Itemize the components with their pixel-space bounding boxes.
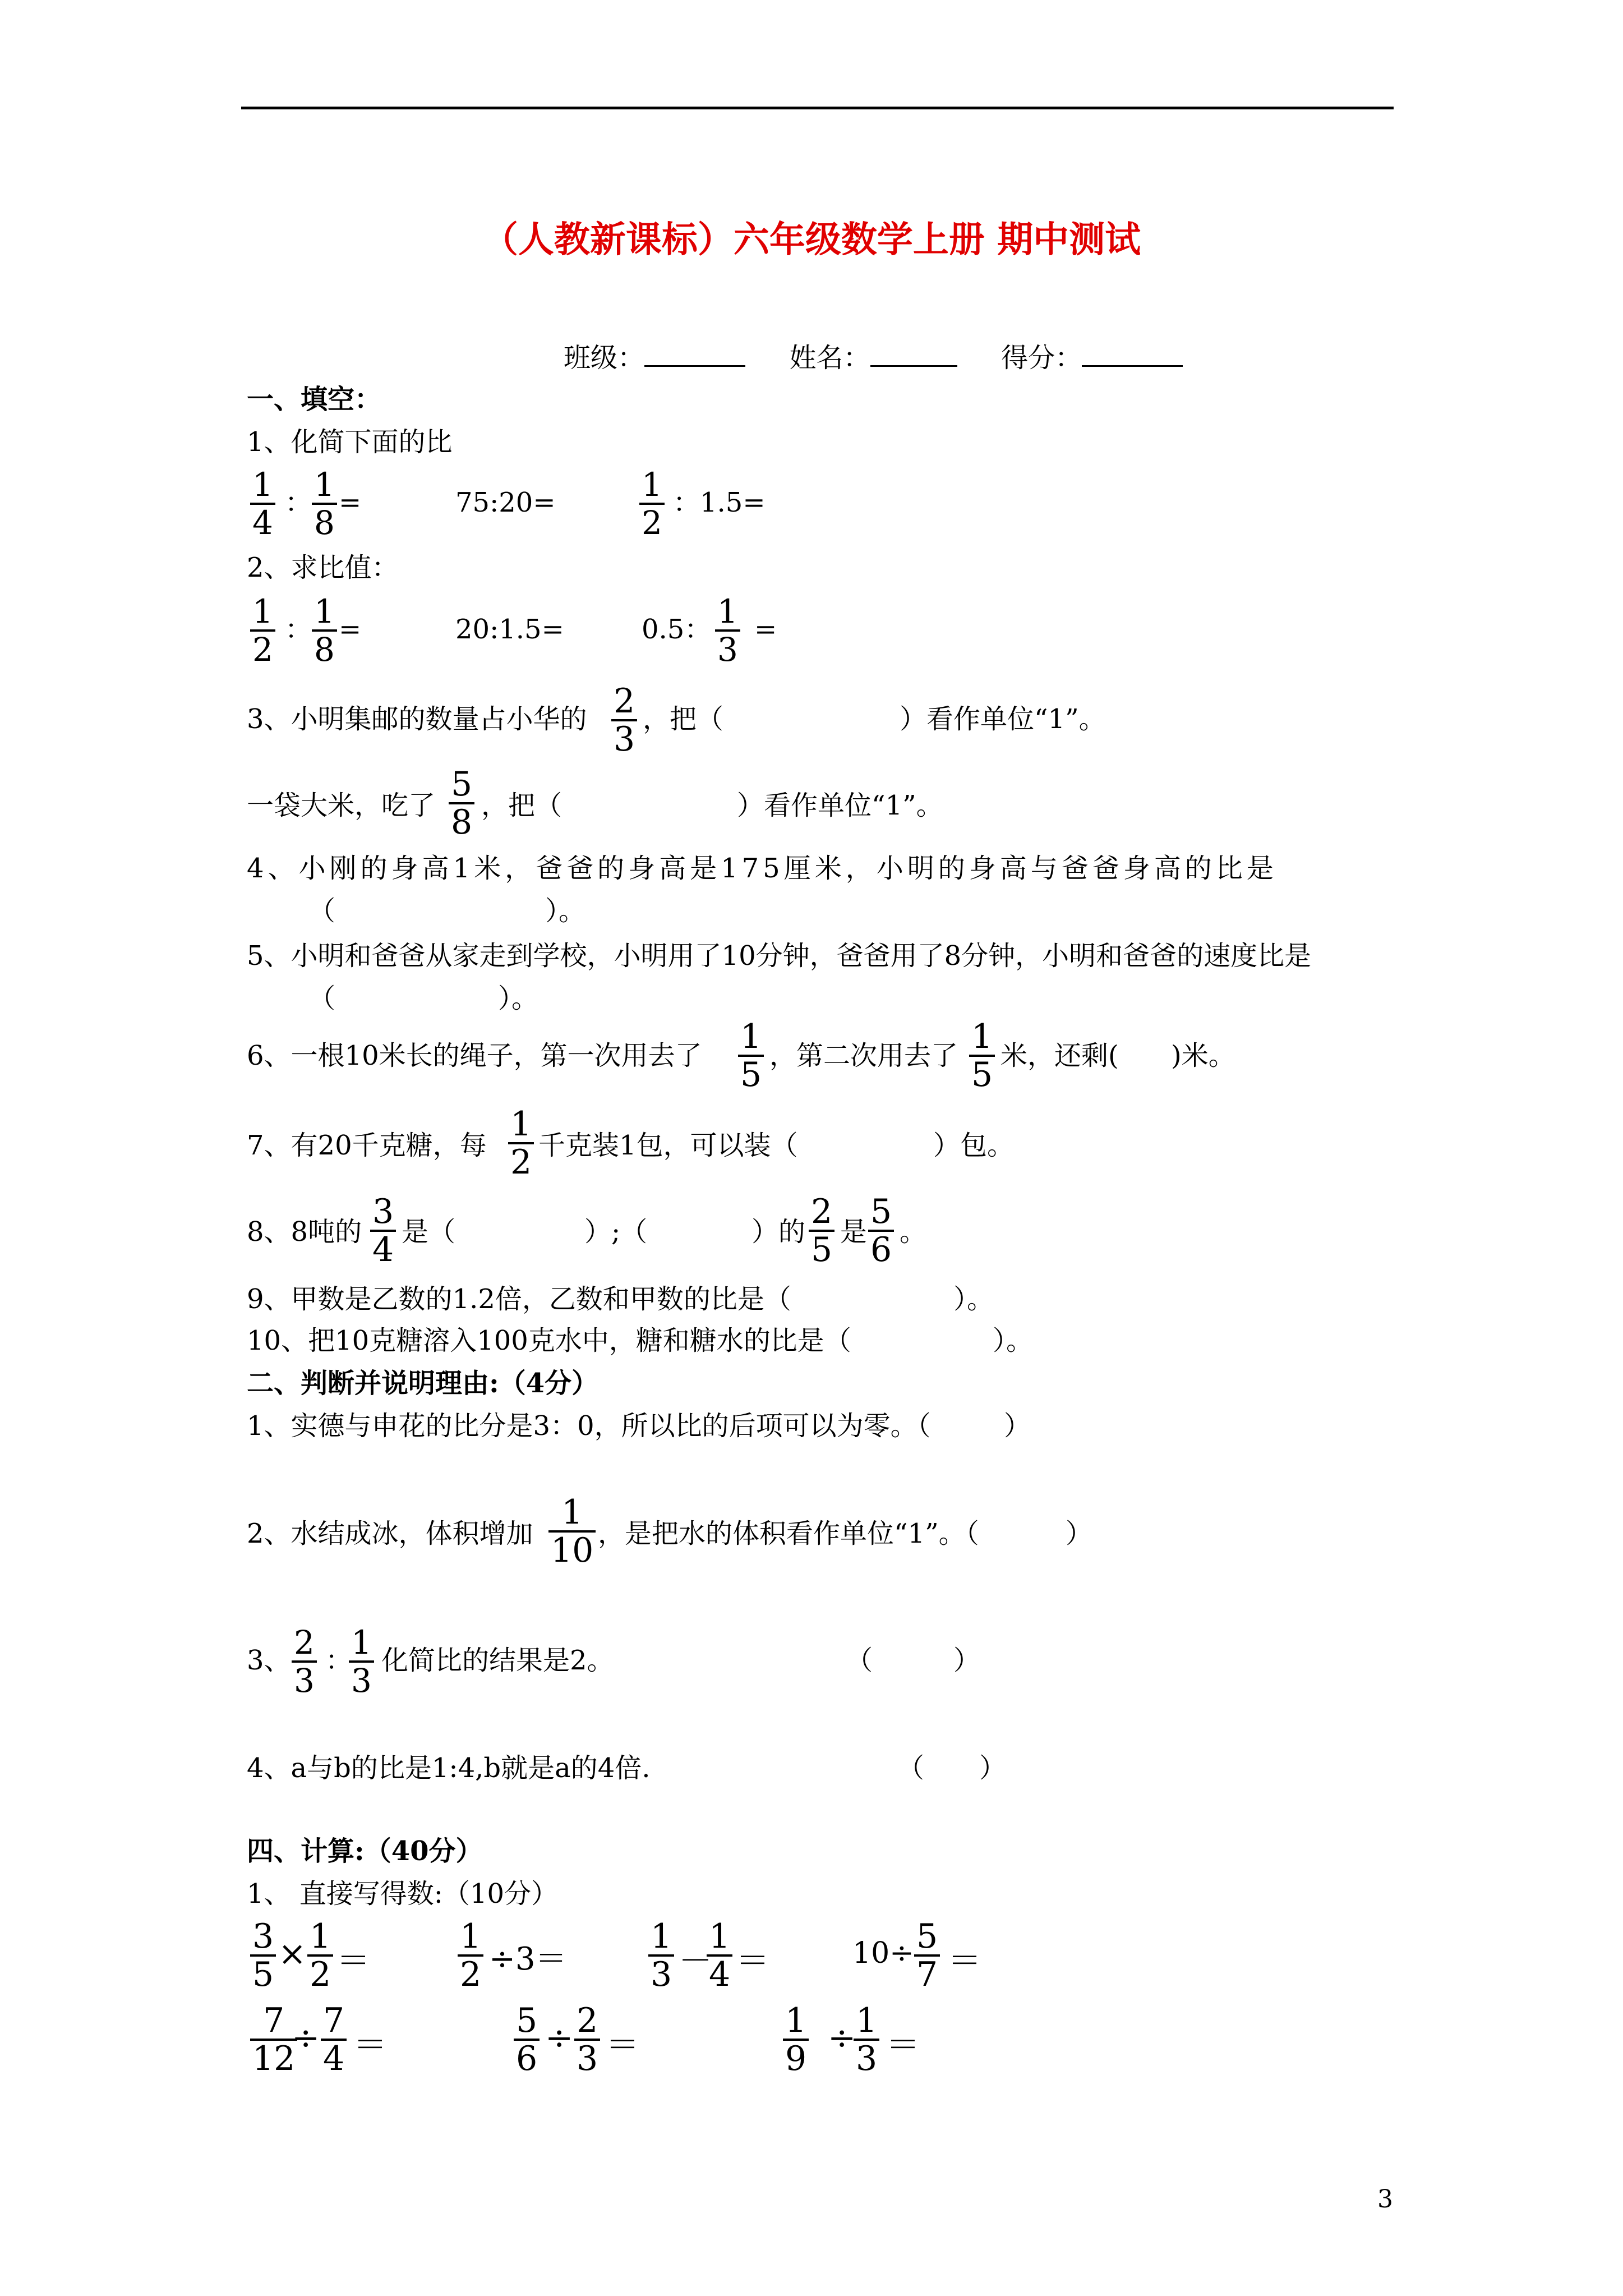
q1-4-paren-open: （ (308, 895, 336, 927)
fraction: $\frac{1}{2}$ (458, 1918, 483, 1993)
fraction: $\frac{1}{3}$ (854, 2003, 879, 2077)
equals-sign: = (339, 614, 362, 645)
fraction: $\frac{5}{8}$ (449, 766, 474, 840)
q2-3-paren-close: ） (953, 1645, 981, 1676)
fraction: $\frac{2}{3}$ (292, 1625, 317, 1699)
fraction: $\frac{1}{3}$ (349, 1625, 374, 1699)
equals-sign: ＝ (886, 2026, 920, 2065)
q1-6-text: 6、一根10米长的绳子，第一次用去了 (247, 1040, 702, 1071)
fraction: $\frac{7}{12}$ (250, 2003, 297, 2077)
fraction: $\frac{1}{5}$ (738, 1019, 764, 1093)
q1-10-text-2: ）。 (993, 1325, 1034, 1356)
expression: 20:1.5= (455, 614, 564, 645)
section-4-heading: 四、计算:（40分） (247, 1835, 483, 1867)
fraction: $\frac{5}{7}$ (914, 1918, 940, 1993)
student-info-line (564, 341, 1183, 375)
q1-5-text: 5、小明和爸爸从家走到学校，小明用了10分钟，爸爸用了8分钟，小明和爸爸的速度比是 (247, 940, 1312, 972)
q1-6-text-4: )米。 (1171, 1040, 1235, 1071)
fraction: $\frac{2}{5}$ (809, 1194, 834, 1268)
q2-2-text: 2、水结成冰，体积增加 (247, 1518, 533, 1549)
equals-sign: ＝ (606, 2026, 639, 2065)
fraction: $\frac{1}{2}$ (508, 1106, 534, 1180)
score-label: 得分： (1001, 342, 1082, 374)
q1-6-text-2: ，第二次用去了 (769, 1040, 958, 1071)
section-1-heading: 一、填空： (247, 384, 382, 415)
fraction: $\frac{1}{2}$ (250, 593, 275, 668)
q2-2-paren-close: ） (1066, 1518, 1093, 1549)
page-number: 3 (1377, 2185, 1393, 2214)
class-label: 班级： (564, 342, 645, 374)
q2-2-text-2: ，是把水的体积看作单位“1”。（ (598, 1518, 979, 1549)
q2-4-paren-close: ） (979, 1752, 1007, 1784)
q1-7-text-3: ）包。 (933, 1130, 1015, 1161)
q1-1-text: 1、化简下面的比 (247, 426, 453, 458)
ratio-sign: ： (285, 487, 312, 518)
expression: 10÷ (852, 1936, 914, 1970)
q2-1-paren-close: ） (1004, 1410, 1031, 1442)
equals-sign: ＝ (353, 2026, 387, 2065)
fraction: $\frac{1}{5}$ (969, 1019, 995, 1093)
q1-3-text: 3、小明集邮的数量占小华的 (247, 703, 587, 735)
q1-8-text-3: ）;（ (584, 1216, 648, 1248)
expression: 75:20= (455, 487, 556, 518)
q2-4-paren-open: （ (897, 1752, 925, 1784)
equals-sign: ＝ (948, 1941, 981, 1981)
q1-8-text-6: 。 (900, 1216, 927, 1248)
q1-3-text-2: ，把（ (643, 703, 724, 735)
fraction: $\frac{2}{3}$ (611, 683, 637, 757)
section-4-sub1: 1、 直接写得数:（10分） (247, 1878, 559, 1910)
q1-3-text-3: ）看作单位“1”。 (900, 703, 1106, 735)
q2-3-paren-open: （ (846, 1645, 873, 1676)
minus-sign: － (679, 1941, 712, 1981)
score-blank[interactable] (1082, 365, 1183, 367)
expression: 0.5： (642, 614, 712, 645)
fraction: $\frac{1}{2}$ (307, 1918, 333, 1993)
q1-2-text: 2、求比值： (247, 552, 399, 583)
q1-6-text-3: 米，还剩( (1000, 1040, 1119, 1071)
q2-1-text: 1、实德与申花的比分是3：0，所以比的后项可以为零。（ (247, 1410, 931, 1442)
fraction: $\frac{5}{6}$ (868, 1194, 894, 1268)
q1-5-paren-open: （ (308, 983, 336, 1014)
fraction: $\frac{2}{3}$ (574, 2003, 600, 2077)
q1-4-text: 4、小刚的身高1米，爸爸的身高是175厘米，小明的身高与爸爸身高的比是 (247, 853, 1278, 884)
divide-sign: ÷ (545, 2018, 574, 2058)
fraction: $\frac{1}{4}$ (250, 467, 275, 541)
q2-4-text: 4、a与b的比是1:4,b就是a的4倍. (247, 1752, 651, 1784)
q1-8-text-2: 是（ (402, 1216, 456, 1248)
name-label: 姓名： (789, 342, 870, 374)
q1-4-paren-close: ）。 (545, 895, 586, 927)
q1-5-paren-close: ）。 (498, 983, 539, 1014)
q1-3-line2: 一袋大米，吃了 (247, 790, 436, 821)
q1-10-text: 10、把10克糖溶入100克水中，糖和糖水的比是（ (247, 1325, 851, 1356)
fraction: $\frac{1}{9}$ (783, 2003, 809, 2077)
fraction: $\frac{3}{5}$ (250, 1918, 276, 1993)
fraction: $\frac{5}{6}$ (514, 2003, 540, 2077)
q1-8-text: 8、8吨的 (247, 1216, 362, 1248)
expression: ：1.5= (673, 487, 766, 518)
q1-7-text: 7、有20千克糖，每 (247, 1130, 487, 1161)
fraction: $\frac{1}{10}$ (548, 1494, 596, 1568)
divide-sign: ÷ (828, 2018, 856, 2058)
divide-sign: ÷ (292, 2018, 320, 2058)
equals-sign: = (754, 614, 777, 645)
header-rule (241, 107, 1394, 109)
q1-9-text: 9、甲数是乙数的1.2倍，乙数和甲数的比是（ (247, 1283, 791, 1315)
q1-8-text-4: ）的 (751, 1216, 806, 1248)
section-2-heading: 二、判断并说明理由:（4分） (247, 1368, 599, 1399)
equals-sign: ＝ (336, 1941, 370, 1981)
q1-8-text-5: 是 (840, 1216, 868, 1248)
fraction: $\frac{1}{2}$ (639, 467, 665, 541)
q1-7-text-2: 千克装1包，可以装（ (538, 1130, 798, 1161)
fraction: $\frac{1}{3}$ (648, 1918, 674, 1993)
equals-sign: = (339, 487, 362, 518)
fraction: $\frac{1}{8}$ (312, 467, 337, 541)
name-blank[interactable] (870, 365, 957, 367)
fraction: $\frac{1}{8}$ (312, 593, 337, 668)
q1-3-line2-c: ）看作单位“1”。 (737, 790, 943, 821)
ratio-sign: ： (285, 614, 312, 645)
ratio-sign: ： (325, 1645, 353, 1676)
q2-3-text: 3、 (247, 1645, 291, 1676)
page-title: （人教新课标）六年级数学上册 期中测试 (482, 219, 1141, 261)
fraction: $\frac{1}{3}$ (715, 593, 740, 668)
q2-3-text-2: 化简比的结果是2。 (381, 1645, 614, 1676)
q1-9-text-2: ）。 (953, 1283, 994, 1315)
fraction: $\frac{7}{4}$ (321, 2003, 347, 2077)
equals-sign: ＝ (736, 1941, 769, 1981)
times-sign: × (278, 1934, 307, 1973)
expression: ÷3＝ (489, 1941, 567, 1977)
q1-3-line2-b: ，把（ (481, 790, 562, 821)
class-blank[interactable] (644, 365, 745, 367)
fraction: $\frac{3}{4}$ (370, 1194, 396, 1268)
fraction: $\frac{1}{4}$ (707, 1918, 732, 1993)
